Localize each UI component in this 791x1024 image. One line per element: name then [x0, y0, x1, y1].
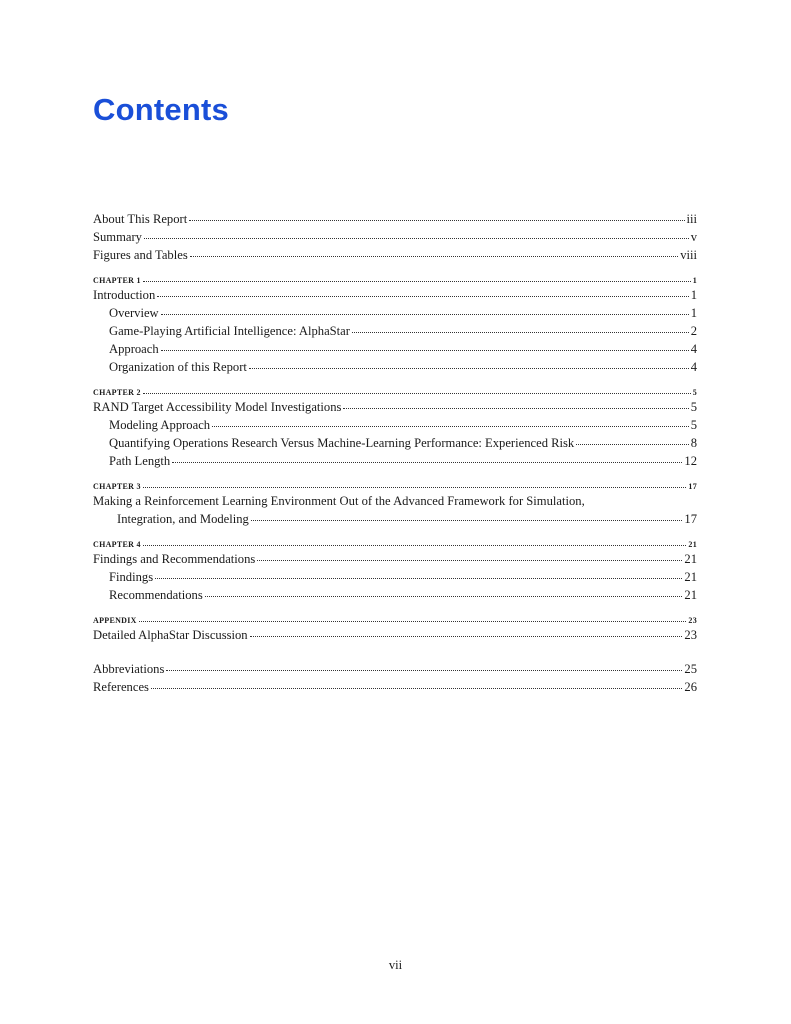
toc-entry-label: Making a Reinforcement Learning Environment Out of the Advanced Framework for Simulation,	[93, 494, 585, 508]
dot-leader	[257, 560, 682, 561]
toc-entry-label: About This Report	[93, 212, 188, 226]
toc-entry-page: 8	[690, 436, 697, 450]
dot-leader	[576, 444, 688, 445]
toc-entry-label: Organization of this Report	[109, 360, 247, 374]
dot-leader	[352, 332, 689, 333]
toc-entry-label: Overview	[109, 306, 159, 320]
toc-entry-findings-recommendations[interactable]	[93, 550, 697, 568]
toc-entry-rand-tam[interactable]	[93, 398, 697, 416]
dot-leader	[143, 545, 687, 546]
dot-leader	[157, 296, 688, 297]
dot-leader	[172, 462, 682, 463]
toc-entry-page: 26	[684, 680, 697, 694]
chapter-label: CHAPTER 4	[93, 540, 141, 549]
toc-entry-label: Introduction	[93, 288, 156, 302]
toc-entry-label: Figures and Tables	[93, 248, 188, 262]
dot-leader	[144, 238, 689, 239]
dot-leader	[139, 621, 687, 622]
toc-entry-rl-environment-line2[interactable]	[93, 510, 697, 528]
toc-entry-label: Summary	[93, 230, 142, 244]
toc-entry-page: v	[690, 230, 697, 244]
toc-entry-label: Detailed AlphaStar Discussion	[93, 628, 248, 642]
dot-leader	[190, 256, 678, 257]
toc-entry-page: 12	[684, 454, 697, 468]
toc-entry-page: 1	[690, 306, 697, 320]
toc-entry-page: 2	[690, 324, 697, 338]
toc-entry-page: 21	[684, 588, 697, 602]
chapter-label: APPENDIX	[93, 616, 137, 625]
toc-entry-alphastar-discussion[interactable]	[93, 626, 697, 644]
toc-entry-label: Path Length	[109, 454, 171, 468]
toc-entry-label: Game-Playing Artificial Intelligence: AlphaStar	[109, 324, 350, 338]
toc-entry-page: 17	[684, 512, 697, 526]
toc-entry-label: Modeling Approach	[109, 418, 211, 432]
toc-entry-page: iii	[686, 212, 697, 226]
chapter-2-heading[interactable]	[93, 387, 697, 398]
chapter-page: 23	[688, 616, 697, 625]
dot-leader	[189, 220, 684, 221]
toc-entry-page: 21	[684, 570, 697, 584]
toc-entry-about[interactable]	[93, 210, 697, 228]
dot-leader	[143, 487, 687, 488]
dot-leader	[343, 408, 688, 409]
toc-entry-findings[interactable]	[93, 568, 697, 586]
toc-entry-introduction[interactable]	[93, 286, 697, 304]
toc-entry-page: 4	[690, 360, 697, 374]
dot-leader	[143, 393, 691, 394]
chapter-page: 17	[688, 482, 697, 491]
chapter-4-heading[interactable]	[93, 539, 697, 550]
dot-leader	[251, 520, 683, 521]
dot-leader	[205, 596, 683, 597]
chapter-label: CHAPTER 2	[93, 388, 141, 397]
chapter-page: 5	[692, 388, 697, 397]
toc-entry-abbreviations[interactable]	[93, 660, 697, 678]
toc-entry-label: Findings	[109, 570, 154, 584]
toc-entry-page: 5	[690, 400, 697, 414]
dot-leader	[212, 426, 689, 427]
dot-leader	[250, 636, 683, 637]
toc-entry-label: Quantifying Operations Research Versus Machine-Learning Performance: Experienced Risk	[109, 436, 575, 450]
toc-entry-page: viii	[680, 248, 697, 262]
toc-entry-references[interactable]	[93, 678, 697, 696]
chapter-page: 21	[688, 540, 697, 549]
page-number: vii	[388, 958, 403, 972]
toc-entry-page: 23	[684, 628, 697, 642]
chapter-3-heading[interactable]	[93, 481, 697, 492]
toc-entry-page: 4	[690, 342, 697, 356]
toc-entry-organization[interactable]	[93, 358, 697, 376]
toc-entry-modeling-approach[interactable]	[93, 416, 697, 434]
toc-entry-alphastar[interactable]	[93, 322, 697, 340]
toc-entry-rl-environment-line1[interactable]	[93, 492, 697, 510]
dot-leader	[161, 314, 689, 315]
toc-entry-label: Recommendations	[109, 588, 203, 602]
toc-entry-page: 1	[690, 288, 697, 302]
chapter-page: 1	[692, 276, 697, 285]
dot-leader	[151, 688, 682, 689]
page-title: Contents	[93, 92, 229, 127]
table-of-contents	[93, 210, 697, 696]
toc-entry-label: Findings and Recommendations	[93, 552, 256, 566]
appendix-heading[interactable]	[93, 615, 697, 626]
toc-entry-overview[interactable]	[93, 304, 697, 322]
dot-leader	[249, 368, 689, 369]
dot-leader	[161, 350, 689, 351]
toc-entry-experienced-risk[interactable]	[93, 434, 697, 452]
toc-entry-page: 21	[684, 552, 697, 566]
toc-entry-label: Integration, and Modeling	[117, 512, 249, 526]
toc-entry-figures[interactable]	[93, 246, 697, 264]
dot-leader	[155, 578, 682, 579]
toc-entry-page: 25	[684, 662, 697, 676]
toc-entry-approach[interactable]	[93, 340, 697, 358]
dot-leader	[166, 670, 682, 671]
toc-entry-recommendations[interactable]	[93, 586, 697, 604]
toc-entry-label: References	[93, 680, 149, 694]
toc-entry-label: Approach	[109, 342, 159, 356]
toc-entry-page: 5	[690, 418, 697, 432]
dot-leader	[143, 281, 691, 282]
chapter-label: CHAPTER 1	[93, 276, 141, 285]
chapter-1-heading[interactable]	[93, 275, 697, 286]
toc-entry-summary[interactable]	[93, 228, 697, 246]
toc-entry-label: RAND Target Accessibility Model Investigations	[93, 400, 342, 414]
chapter-label: CHAPTER 3	[93, 482, 141, 491]
toc-entry-path-length[interactable]	[93, 452, 697, 470]
toc-entry-label: Abbreviations	[93, 662, 165, 676]
